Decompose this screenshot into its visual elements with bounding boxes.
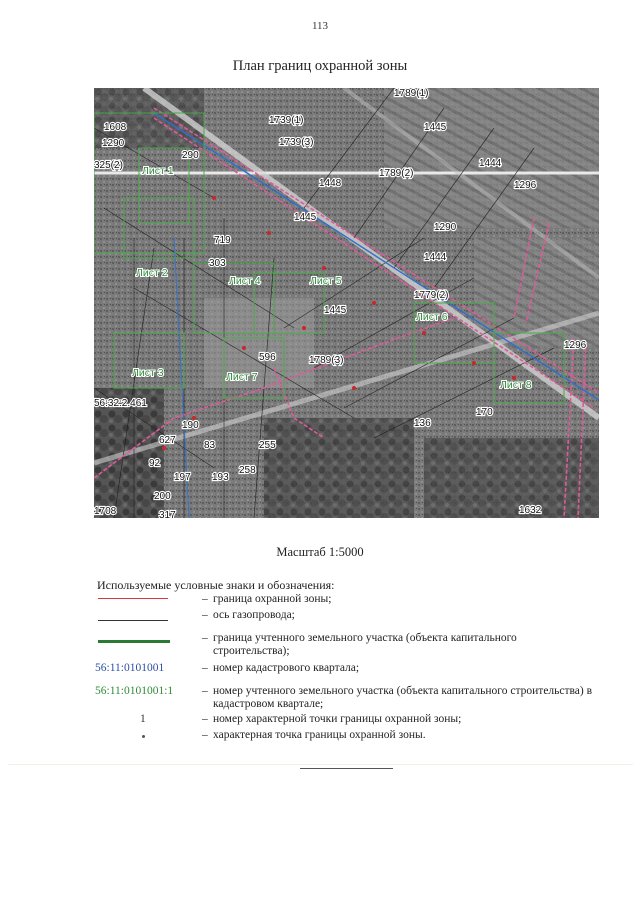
legend-item-text: граница охранной зоны;: [213, 593, 332, 605]
map-parcel-label: 1632: [519, 505, 542, 516]
map-parcel-label: 1296: [564, 340, 587, 351]
map-parcel-label: 1445: [424, 122, 447, 133]
map-parcel-label: 627: [159, 435, 176, 446]
map-parcel-label: 197: [174, 472, 191, 483]
cadastral-quarter-symbol: [95, 662, 190, 675]
map-sheet-label: Лист 7: [226, 371, 258, 383]
map-parcel-label: 258: [239, 465, 256, 476]
legend-dash: –: [202, 662, 208, 674]
point-symbol: [95, 729, 190, 742]
closing-rule: [300, 768, 393, 769]
map-sheet-label: Лист 6: [416, 311, 448, 323]
legend-heading: Используемые условные знаки и обозначения:: [97, 578, 335, 592]
land-plot-symbol: [95, 632, 190, 645]
land-plot-code: 56:11:0101001:1: [95, 685, 174, 697]
point-dot-icon: [142, 735, 145, 738]
gas-axis-symbol: [95, 609, 190, 622]
map-parcel-label: 1290: [434, 222, 457, 233]
legend-dash: –: [202, 609, 208, 621]
map-parcel-label: 325(2): [94, 160, 123, 171]
map-parcel-label: 317: [159, 510, 176, 518]
map-parcel-label: 1739(3): [279, 137, 314, 148]
map-parcel-label: 200: [154, 491, 171, 502]
map-parcel-label: 1779(2): [414, 290, 449, 301]
page-number: 113: [311, 20, 329, 32]
map-parcel-label: 1789(2): [379, 168, 414, 179]
cadastral-quarter-code: 56:11:0101001: [95, 662, 165, 674]
map-parcel-label: 719: [214, 235, 231, 246]
map-sheet-label: Лист 5: [310, 275, 342, 287]
page-title: План границ охранной зоны: [232, 58, 408, 74]
map-parcel-label: 1708: [94, 506, 117, 517]
map-parcel-label: 290: [182, 150, 199, 161]
map-parcel-label: 193: [212, 472, 229, 483]
legend-item-text: номер кадастрового квартала;: [213, 662, 360, 674]
point-number: 1: [140, 713, 146, 725]
map-parcel-label: 56:32:2.461: [94, 398, 147, 409]
zone-boundary-symbol: [95, 593, 190, 606]
map-parcel-label: 596: [259, 352, 276, 363]
map-parcel-label: 1444: [479, 158, 502, 169]
map-parcel-label: 190: [182, 420, 199, 431]
legend-dash: –: [202, 729, 208, 741]
map-parcel-label: 170: [476, 407, 493, 418]
legend-item-text: характерная точка границы охранной зоны.: [213, 729, 426, 741]
map-sheet-label: Лист 3: [132, 367, 164, 379]
map-parcel-label: 1448: [319, 178, 342, 189]
map-parcel-label: 1608: [104, 122, 127, 133]
map-parcel-label: 1739(1): [269, 115, 304, 126]
map-parcel-label: 1296: [514, 180, 537, 191]
map-sheet-label: Лист 2: [136, 267, 168, 279]
map-parcel-label: 1290: [102, 138, 125, 149]
legend-item-text: номер характерной точки границы охранной зоны;: [213, 713, 462, 725]
map-parcel-label: 1789(1): [394, 88, 429, 99]
legend-item-text: номер учтенного земельного участка (объекта капитального строительства) в кадастровом квартале;: [213, 685, 593, 710]
map-parcel-label: 1445: [324, 305, 347, 316]
map-parcel-label: 255: [259, 440, 276, 451]
point-number-symbol: [95, 713, 190, 726]
legend-dash: –: [202, 713, 208, 725]
map-sheet-label: Лист 1: [142, 165, 174, 177]
map-parcel-label: 1445: [294, 212, 317, 223]
legend-dash: –: [202, 632, 208, 644]
map-parcel-label: 1444: [424, 252, 447, 263]
map-parcel-label: 92: [149, 458, 161, 469]
map-sheet-label: Лист 8: [500, 379, 532, 391]
legend-dash: –: [202, 593, 208, 605]
legend-item-text: ось газопровода;: [213, 609, 295, 621]
legend-item-text: граница учтенного земельного участка (объекта капитального строительства);: [213, 632, 517, 657]
map-parcel-label: 83: [204, 440, 216, 451]
page-divider: [8, 764, 633, 765]
map-sheet-label: Лист 4: [229, 275, 261, 287]
map-parcel-label: 303: [209, 258, 226, 269]
map-parcel-label: 136: [414, 418, 431, 429]
map-scale: Масштаб 1:5000: [276, 545, 364, 559]
aerial-map: [94, 88, 599, 518]
map-parcel-label: 1789(3): [309, 355, 344, 366]
legend-dash: –: [202, 685, 208, 697]
land-plot-number-symbol: [95, 685, 190, 698]
